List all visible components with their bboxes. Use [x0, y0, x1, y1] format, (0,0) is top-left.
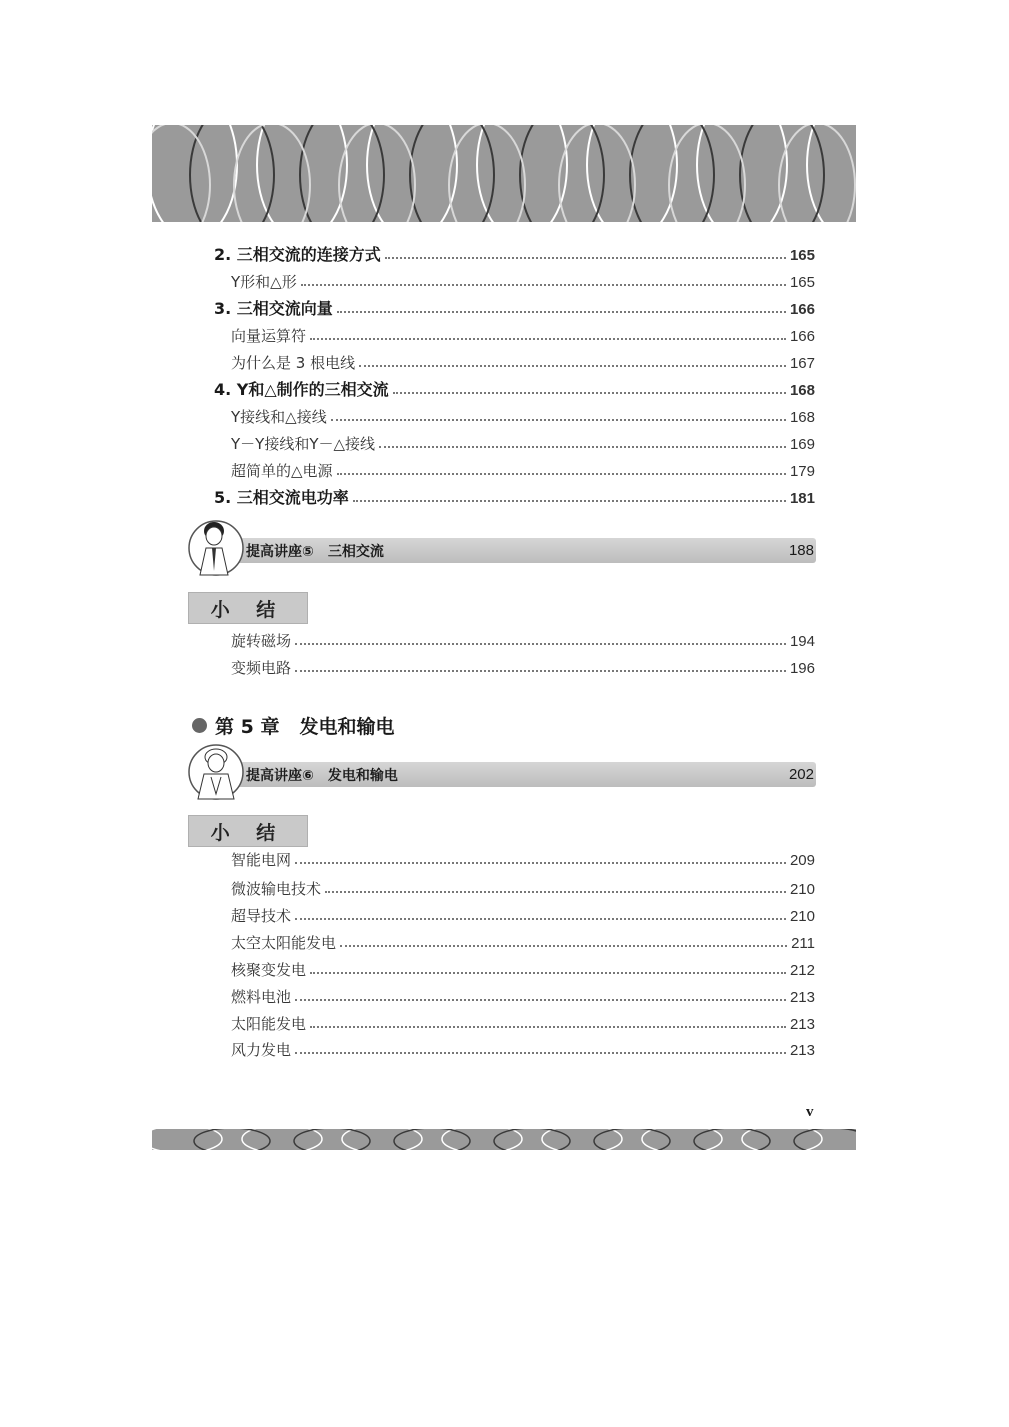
toc-entry[interactable] [231, 324, 815, 348]
character-portrait-icon [186, 515, 246, 577]
toc-entry[interactable] [214, 297, 815, 321]
lecture-entry-6[interactable] [186, 739, 816, 799]
footer-decoration [152, 1129, 856, 1150]
toc-entry[interactable] [231, 405, 815, 429]
toc-entry-page: 213 [789, 989, 815, 1006]
toc-entry[interactable] [231, 877, 815, 901]
toc-entry-label: Y形和△形 [231, 273, 297, 291]
toc-entry-label: Y接线和△接线 [231, 408, 327, 426]
toc-entry-page: 179 [789, 463, 815, 480]
toc-entry[interactable] [231, 351, 815, 375]
toc-entry[interactable] [231, 1012, 815, 1036]
toc-entry[interactable] [231, 459, 815, 483]
chapter-title: 发电和输电 [299, 716, 395, 738]
toc-entry-page: 165 [789, 274, 815, 291]
toc-entry-label: 变频电路 [231, 659, 292, 677]
toc-entry[interactable] [231, 848, 815, 872]
leader-dots [385, 257, 786, 259]
header-decoration [152, 125, 856, 222]
summary-heading: 小 结 [188, 815, 308, 847]
leader-dots [301, 284, 786, 286]
lecture-title: 提高讲座⑤ 三相交流 [246, 543, 384, 560]
leader-dots [295, 999, 786, 1001]
toc-entry-page: 181 [789, 490, 815, 507]
toc-entry-label: 智能电网 [231, 851, 292, 869]
lecture-page: 202 [788, 766, 814, 783]
leader-dots [393, 392, 786, 394]
toc-entry[interactable] [231, 270, 815, 294]
leader-dots [340, 945, 787, 947]
toc-entry[interactable] [231, 432, 815, 456]
character-portrait-icon [186, 739, 246, 801]
toc-entry[interactable] [214, 486, 815, 510]
toc-entry-page: 210 [789, 908, 815, 925]
leader-dots [295, 643, 786, 645]
toc-entry-label: 为什么是 3 根电线 [231, 354, 356, 372]
lecture-page: 188 [788, 542, 814, 559]
toc-entry-page: 166 [789, 301, 815, 318]
toc-entry-label: Y－Y接线和Y－△接线 [231, 435, 376, 453]
toc-entry-page: 165 [789, 247, 815, 264]
toc-entry-page: 168 [789, 409, 815, 426]
leader-dots [295, 670, 786, 672]
toc-entry[interactable] [214, 243, 815, 267]
toc-entry-label: 风力发电 [231, 1041, 292, 1059]
toc-entry[interactable] [231, 931, 815, 955]
leader-dots [295, 862, 786, 864]
bullet-icon [192, 718, 207, 733]
toc-entry[interactable] [231, 904, 815, 928]
toc-entry-page: 169 [789, 436, 815, 453]
toc-entry[interactable] [231, 958, 815, 982]
page-number: v [806, 1104, 814, 1120]
toc-entry-label: 3. 三相交流向量 [214, 299, 333, 318]
toc-entry-page: 167 [789, 355, 815, 372]
toc-entry-label: 5. 三相交流电功率 [214, 488, 349, 507]
chapter-number: 第 5 章 [215, 716, 280, 738]
toc-entry-label: 超简单的△电源 [231, 462, 333, 480]
toc-entry[interactable] [231, 629, 815, 653]
toc-entry-page: 168 [789, 382, 815, 399]
leader-dots [337, 311, 786, 313]
toc-entry-page: 211 [791, 935, 815, 952]
leader-dots [310, 338, 786, 340]
toc-entry-label: 4. Y和△制作的三相交流 [214, 380, 389, 399]
leader-dots [337, 473, 786, 475]
leader-dots [331, 419, 786, 421]
lecture-entry-5[interactable] [186, 515, 816, 575]
toc-entry-label: 向量运算符 [231, 327, 307, 345]
toc-entry[interactable] [231, 1038, 815, 1062]
toc-entry-page: 210 [789, 881, 815, 898]
lecture-bar [224, 538, 816, 563]
leader-dots [379, 446, 786, 448]
toc-entry-label: 旋转磁场 [231, 632, 292, 650]
lecture-title: 提高讲座⑥ 发电和输电 [246, 767, 398, 784]
leader-dots [353, 500, 786, 502]
toc-entry-page: 196 [789, 660, 815, 677]
toc-entry-page: 213 [789, 1042, 815, 1059]
toc-entry-label: 太空太阳能发电 [231, 934, 337, 952]
toc-entry-label: 核聚变发电 [231, 961, 307, 979]
toc-entry-page: 166 [789, 328, 815, 345]
toc-entry-label: 微波输电技术 [231, 880, 322, 898]
lecture-bar [224, 762, 816, 787]
leader-dots [359, 365, 786, 367]
toc-entry[interactable] [231, 985, 815, 1009]
toc-entry[interactable] [231, 656, 815, 680]
leader-dots [325, 891, 786, 893]
toc-entry-page: 209 [789, 852, 815, 869]
toc-entry-label: 2. 三相交流的连接方式 [214, 245, 381, 264]
toc-entry-label: 超导技术 [231, 907, 292, 925]
toc-entry-page: 212 [789, 962, 815, 979]
leader-dots [295, 918, 786, 920]
summary-heading: 小 结 [188, 592, 308, 624]
toc-entry-label: 燃料电池 [231, 988, 292, 1006]
toc-entry[interactable] [214, 378, 815, 402]
toc-entry-page: 194 [789, 633, 815, 650]
leader-dots [310, 1026, 786, 1028]
toc-entry-label: 太阳能发电 [231, 1015, 307, 1033]
leader-dots [310, 972, 786, 974]
chapter-heading[interactable] [192, 712, 394, 739]
toc-entry-page: 213 [789, 1016, 815, 1033]
leader-dots [295, 1052, 786, 1054]
